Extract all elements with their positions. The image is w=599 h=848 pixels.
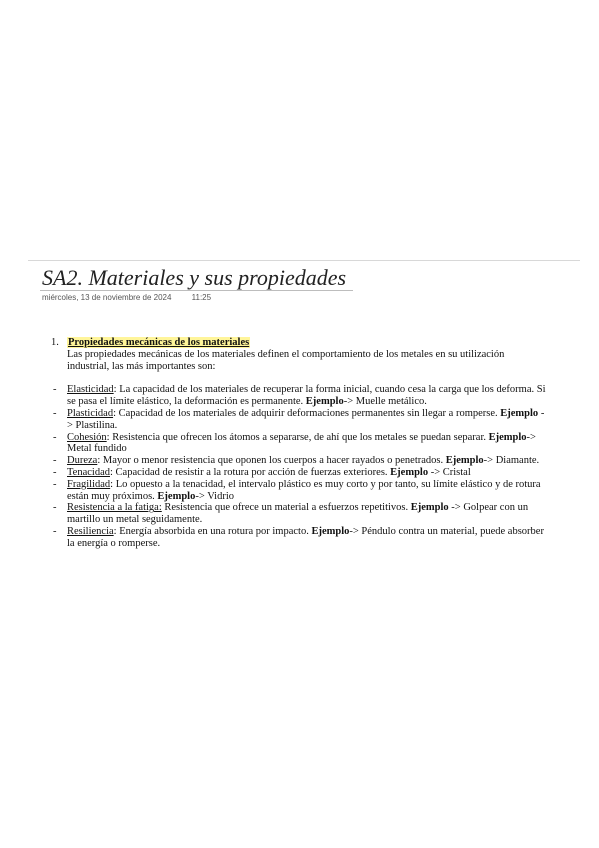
section-heading: Propiedades mecánicas de los materiales (68, 337, 250, 348)
note-title[interactable]: SA2. Materiales y sus propiedades (42, 265, 347, 290)
example-text: -> Plastilina. (67, 407, 545, 431)
desc-resistencia-fatiga: Resistencia que ofrece un material a esfuerzos repetitivos. (161, 502, 411, 514)
desc-tenacidad: : Capacidad de resistir a la rotura por acción de fuerzas exteriores. (110, 466, 391, 478)
term-dureza: Dureza (67, 455, 98, 467)
term-tenacidad: Tenacidad (67, 466, 110, 478)
list-item-resistencia-fatiga (51, 502, 549, 526)
example-label: Ejemplo (390, 466, 429, 478)
list-item-dureza (51, 455, 549, 467)
example-label: Ejemplo (488, 431, 527, 443)
example-text: -> Diamante. (483, 455, 540, 467)
desc-cohesion: : Resistencia que ofrecen los átomos a separarse, de ahí que los metales se puedan separar. (106, 431, 489, 443)
example-text: -> Golpear con un martillo un metal seguidamente. (67, 502, 529, 526)
term-elasticidad: Elasticidad (67, 384, 114, 396)
example-label: Ejemplo (445, 455, 484, 467)
desc-dureza: : Mayor o menor resistencia que oponen los cuerpos a hacer rayados o penetrados. (97, 455, 446, 467)
term-cohesion: Cohesión (67, 431, 107, 443)
bullet-dash: - (53, 525, 57, 537)
list-item-cohesion (51, 432, 549, 456)
desc-plasticidad: : Capacidad de los materiales de adquirir deformaciones permanentes sin llegar a romperse. (113, 407, 501, 419)
list-item-plasticidad (51, 408, 549, 432)
term-plasticidad: Plasticidad (67, 407, 114, 419)
example-text: -> Cristal (428, 466, 471, 478)
bullet-dash: - (53, 407, 57, 419)
list-item-resiliencia (51, 526, 549, 550)
bullet-dash: - (53, 455, 57, 467)
page-top-divider (28, 260, 580, 261)
example-label: Ejemplo (311, 525, 350, 537)
bullet-dash: - (53, 431, 57, 443)
example-text: -> Muelle metálico. (343, 396, 427, 408)
bullet-dash: - (53, 384, 57, 396)
section-number: 1. (51, 337, 59, 348)
bullet-dash: - (53, 466, 57, 478)
example-text: -> Vidrio (195, 490, 234, 502)
list-item-fragilidad (51, 479, 549, 503)
example-label: Ejemplo (305, 396, 344, 408)
section-heading-row (51, 337, 549, 349)
note-body[interactable] (51, 337, 549, 550)
desc-resiliencia: : Energía absorbida en una rotura por impacto. (113, 525, 312, 537)
example-text: -> Péndulo contra un material, puede absorber la energía o romperse. (67, 525, 544, 549)
note-time: 11:25 (191, 293, 212, 302)
bullet-dash: - (53, 502, 57, 514)
example-label: Ejemplo (410, 502, 449, 514)
note-date: miércoles, 13 de noviembre de 2024 (42, 293, 172, 302)
desc-fragilidad: : Lo opuesto a la tenacidad, el intervalo plástico es muy corto y por tanto, su límite elástico y de rotura están muy próximos. (67, 478, 541, 502)
bullet-dash: - (53, 478, 57, 490)
example-label: Ejemplo (500, 407, 539, 419)
term-resistencia-fatiga: Resistencia a la fatiga: (67, 502, 162, 514)
properties-list (51, 384, 549, 549)
example-label: Ejemplo (157, 490, 196, 502)
term-fragilidad: Fragilidad (67, 478, 111, 490)
note-metadata (42, 293, 211, 303)
example-text: -> Metal fundido (67, 431, 536, 455)
title-underline (40, 290, 353, 291)
list-item-elasticidad (51, 384, 549, 408)
section-intro: Las propiedades mecánicas de los materiales definen el comportamiento de los metales en su utilización industrial, las más importantes son: (67, 348, 505, 372)
desc-elasticidad: : La capacidad de los materiales de recuperar la forma inicial, cuando cesa la carga que los deforma. Si se pasa el límite elástico, la deformación es permanente. (67, 384, 546, 408)
term-resiliencia: Resiliencia (67, 525, 114, 537)
list-item-tenacidad (51, 467, 549, 479)
